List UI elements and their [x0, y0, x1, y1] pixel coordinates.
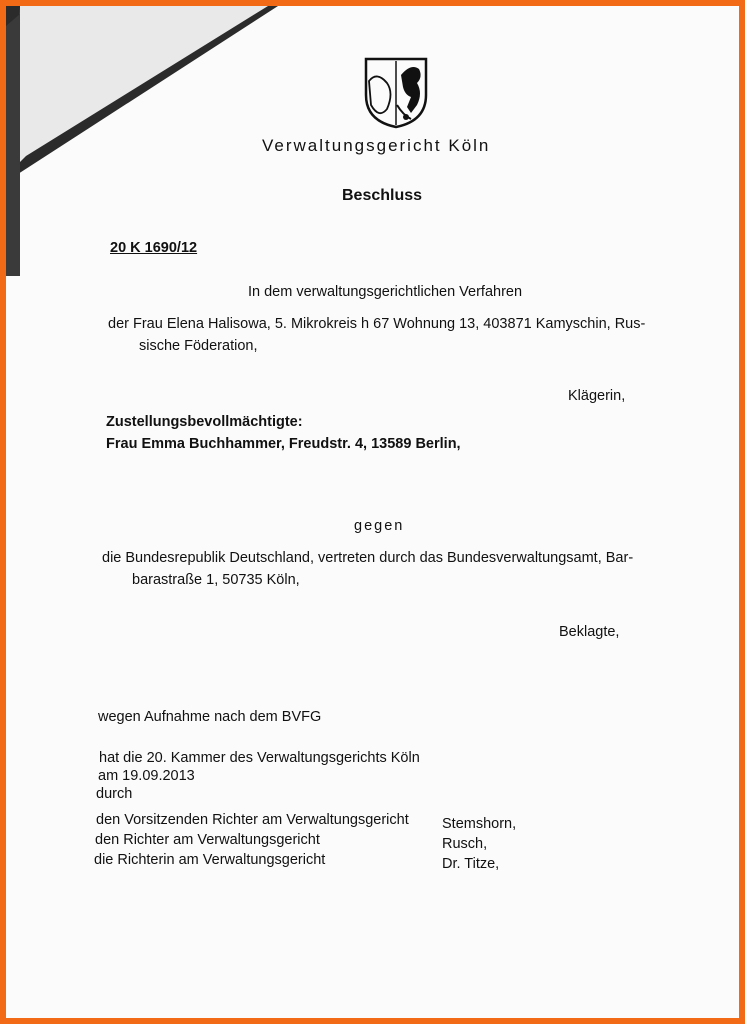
judge-name: Rusch,	[442, 836, 488, 852]
judge-name: Stemshorn,	[442, 816, 517, 832]
coat-of-arms-icon	[361, 53, 431, 129]
document-type: Beschluss	[342, 187, 423, 204]
judge-title: die Richterin am Verwaltungsgericht	[94, 852, 326, 868]
court-name: Verwaltungsgericht Köln	[262, 136, 491, 155]
service-agent-address: Frau Emma Buchhammer, Freudstr. 4, 13589 Berlin,	[106, 436, 461, 452]
plaintiff-line-1: der Frau Elena Halisowa, 5. Mikrokreis h 67 Wohnung 13, 403871 Kamyschin, Rus-	[108, 316, 646, 332]
plaintiff-line-2: sische Föderation,	[139, 338, 258, 354]
judge-title: den Richter am Verwaltungsgericht	[95, 832, 320, 848]
by-label: durch	[96, 786, 133, 802]
decision-date: am 19.09.2013	[98, 768, 195, 784]
subject-matter: wegen Aufnahme nach dem BVFG	[98, 709, 322, 725]
judge-name: Dr. Titze,	[442, 856, 500, 872]
case-number: 20 K 1690/12	[110, 240, 198, 256]
chamber-line: hat die 20. Kammer des Verwaltungsgerichts Köln	[99, 750, 420, 766]
procedure-intro: In dem verwaltungsgerichtlichen Verfahren	[248, 284, 523, 300]
document-page	[6, 6, 739, 1018]
scan-shadow-corner	[6, 6, 306, 276]
service-agent-label: Zustellungsbevollmächtigte:	[106, 414, 303, 430]
plaintiff-role: Klägerin,	[568, 388, 626, 404]
defendant-line-2: barastraße 1, 50735 Köln,	[132, 572, 300, 588]
versus-label: gegen	[354, 518, 405, 534]
defendant-role: Beklagte,	[559, 624, 620, 640]
judge-title: den Vorsitzenden Richter am Verwaltungsgericht	[96, 812, 409, 828]
defendant-line-1: die Bundesrepublik Deutschland, vertreten durch das Bundesverwaltungsamt, Bar-	[102, 550, 634, 566]
